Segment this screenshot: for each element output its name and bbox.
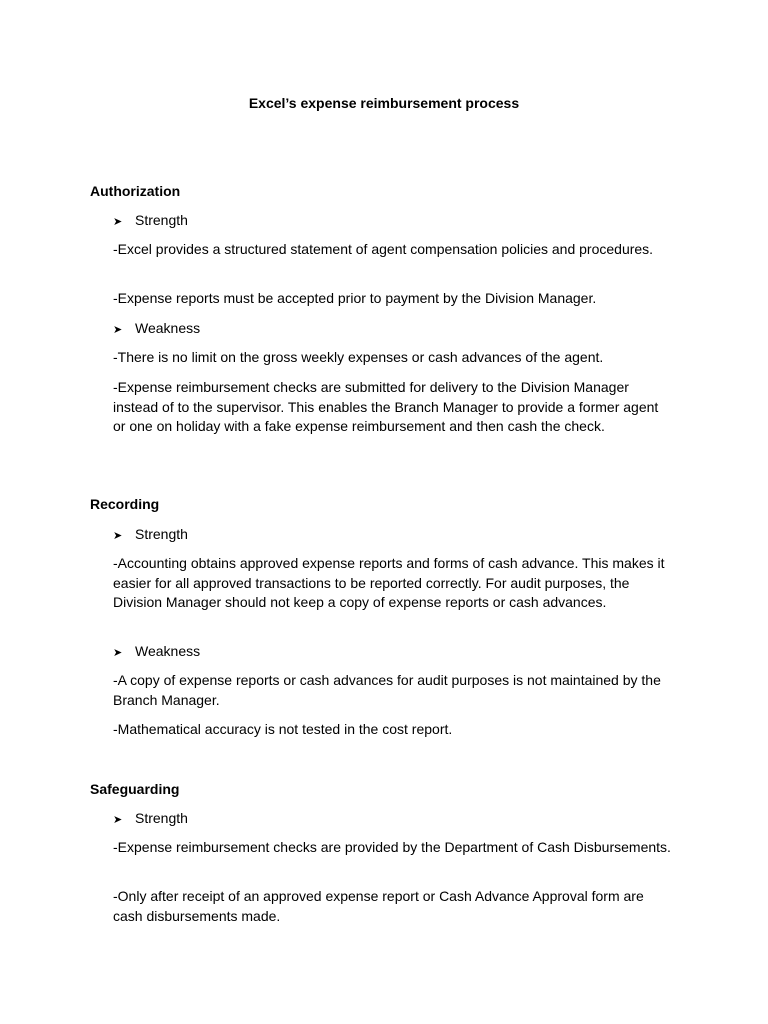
bullet-strength: [113, 809, 188, 829]
arrowhead-bullet-icon: ➤: [113, 647, 123, 659]
arrowhead-bullet-icon: ➤: [113, 216, 123, 228]
bullet-strength: [113, 525, 188, 545]
paragraph: -Excel provides a structured statement of agent compensation policies and procedures.: [113, 241, 654, 257]
arrowhead-bullet-icon: ➤: [113, 324, 123, 336]
bullet-weakness: [113, 642, 200, 662]
paragraph: -Mathematical accuracy is not tested in the cost report.: [113, 721, 453, 737]
bullet-label: Weakness: [135, 320, 201, 336]
bullet-label: Strength: [135, 212, 188, 228]
document-title: Excel’s expense reimbursement process: [248, 95, 520, 111]
paragraph: -Expense reimbursement checks are submitted for delivery to the Division Manager instead of to the supervisor. This enables the Branch Manager to provide a former agent or one on holiday with a fake expense reimbursement and then cash the check.: [113, 379, 659, 434]
section-heading-authorization: Authorization: [90, 183, 181, 199]
paragraph: -Expense reports must be accepted prior to payment by the Division Manager.: [113, 290, 597, 306]
bullet-label: Strength: [135, 810, 188, 826]
bullet-strength: [113, 211, 188, 231]
section-heading-safeguarding: Safeguarding: [90, 781, 180, 797]
arrowhead-bullet-icon: ➤: [113, 530, 123, 542]
paragraph: -There is no limit on the gross weekly expenses or cash advances of the agent.: [113, 349, 604, 365]
section-heading-recording: Recording: [90, 496, 160, 512]
bullet-label: Strength: [135, 526, 188, 542]
bullet-weakness: [113, 319, 200, 339]
paragraph: -A copy of expense reports or cash advances for audit purposes is not maintained by the Branch Manager.: [113, 672, 661, 708]
paragraph: -Only after receipt of an approved expense report or Cash Advance Approval form are cash disbursements made.: [113, 888, 644, 924]
bullet-label: Weakness: [135, 643, 201, 659]
paragraph: -Expense reimbursement checks are provided by the Department of Cash Disbursements.: [113, 839, 671, 855]
arrowhead-bullet-icon: ➤: [113, 814, 123, 826]
paragraph: -Accounting obtains approved expense reports and forms of cash advance. This makes it easier for all approved transactions to be reported correctly. For audit purposes, the Division Manager should not keep a copy of expense reports or cash advances.: [113, 555, 665, 610]
